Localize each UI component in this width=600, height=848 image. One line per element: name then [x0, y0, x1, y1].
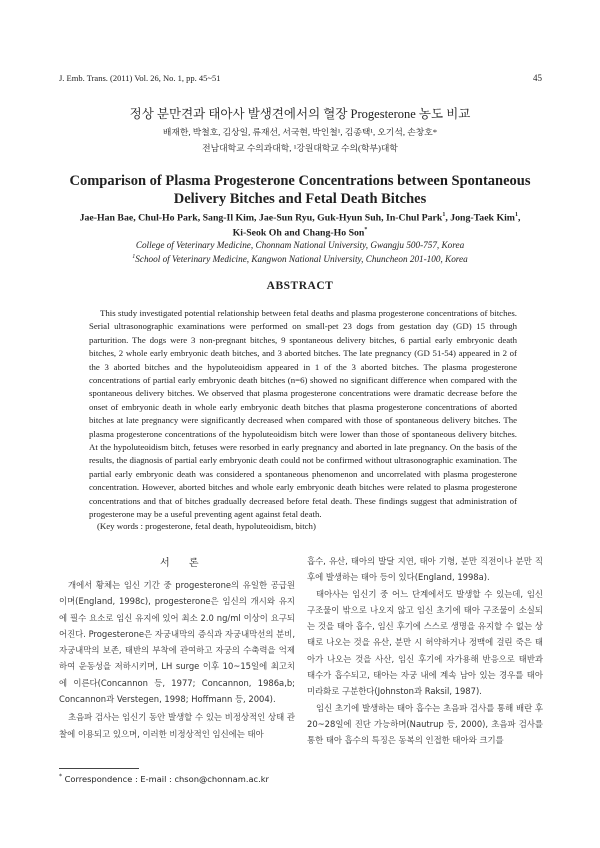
- title-line-2: Delivery Bitches and Fetal Death Bitches: [173, 191, 427, 207]
- title-line-1: Comparison of Plasma Progesterone Concentrations between Spontaneous: [69, 173, 531, 189]
- authors-part-c: ,: [517, 212, 521, 224]
- authors-part-d: Ki-Seok Oh and Chang-Ho Son: [232, 227, 365, 239]
- abstract-body: [89, 307, 517, 522]
- left-column: [59, 577, 295, 742]
- abstract-heading: ABSTRACT: [266, 280, 334, 292]
- footnote-text: Correspondence : E-mail : chson@chonnam.ac.kr: [62, 773, 269, 784]
- affiliations: [0, 239, 600, 265]
- affil-marker: 1: [132, 254, 136, 260]
- keywords: (Key words : progesterone, fetal death, hypoluteoidism, bitch): [97, 521, 316, 531]
- affil-marker: 1: [514, 212, 518, 218]
- right-paragraph-3: 임신 초기에 발생하는 태아 흡수는 초음파 검사를 통해 배란 후 20~28일에 진단 가능하며(Nautrup 등, 2000), 초음파 검사를 통한 태아 흡수의 특징은 동복의 인접한 태아와 크기를: [307, 702, 543, 746]
- footnote-marker: *: [59, 773, 62, 780]
- footnote-rule: [59, 768, 139, 769]
- left-paragraph-2: 초음파 검사는 임신기 동안 발생할 수 있는 비정상적인 상태 관찰에 이용되고 있으며, 이러한 비정상적인 임신에는 태아: [59, 712, 295, 739]
- author-line-1: [0, 209, 600, 224]
- affil-marker: 1: [442, 212, 446, 218]
- page-number: 45: [533, 73, 542, 83]
- affiliation-2-text: School of Veterinary Medicine, Kangwon National University, Chuncheon 201-100, Korea: [135, 254, 468, 265]
- korean-affiliation: 전남대학교 수의과대학, ¹강원대학교 수의(학부)대학: [202, 143, 398, 153]
- authors-part-b: , Jong-Taek Kim: [445, 212, 515, 224]
- left-paragraph-1: 개에서 황체는 임신 기간 중 progesterone의 유일한 공급원이며(England, 1998c), progesterone은 임신의 개시와 유지에 필수 요소로 임신 유지에 있어 최소 2.0 ng/ml 이상이 요구되어진다. Progesterone은 자궁내막의 증식과 자궁내막선의 분비, 자궁내막의 보존, 태반의 부착에 관여하고 자궁의 수축력을 억제하여 운동성을 저하시키며, LH surge 이후 10~15일에 최고치에 이른다(Concannon 등, 1977; Concannon, 1986a,b; Concannon과 Verstegen, 1998; Hoffmann 등, 2004).: [59, 580, 295, 705]
- author-line-2: [0, 224, 600, 239]
- author-list: [0, 209, 600, 240]
- abstract-paragraph: This study investigated potential relationship between fetal deaths and plasma progesterone concentrations of bitches. Serial ultrasonographic examinations were performed on small-pet 23 dogs from gestation day (GD) 15 through parturition. The dogs were 3 non-pregnant bitches, 9 spontaneous delivery bitches, 6 partial early embryonic death bitches, 2 whole early embryonic death bitches, and 3 aborted bitches. The late pregnancy (GD 51-54) appeared in 2 of the 3 aborted bitches and the hypoluteoidism appeared in 1 of the 3 aborted bitches. The plasma progesterone concentrations of partial early embryonic death bitches (n=6) showed no significant difference when compared with the spontaneous delivery bitches. We observed that plasma progesterone concentrations were dramatic decrease before the onset of embryonic death in whole early embryonic death bitches that plasma progesterone concentrations of aborted bitches at late pregnancy were significantly decreased when compared with those of spontaneous delivery bitches. The plasma progesterone concentrations of the hypoluteoidism bitch were lower than those of spontaneous delivery bitches. At the hypoluteoidism bitch, fetuses were resorbed in early pregnancy and aborted in late pregnancy. On the basis of the results, the diagnosis of partial early embryonic death could not be confirmed without ultrasonographic examination. The partial early embryonic death was considered a spontaneous phenomenon and uncorrelated with plasma progesterone concentration. However, aborted bitches and whole early embryonic death bitches were related to plasma progesterone concentrations and that of bitches gradually decreased before fetal death. These findings suggest that administration of progesterone may be a useful preventing agent against fetal death.: [89, 308, 517, 520]
- corresponding-marker: *: [364, 227, 368, 234]
- right-paragraph-2: 태아사는 임신기 중 어느 단계에서도 발생할 수 있는데, 임신 구조물이 밖으로 나오지 않고 임신 초기에 태아 구조물이 소실되는 것을 태아 흡수, 임신 후기에 스스로 생명을 유지할 수 없는 상태로 나오는 것을 유산, 분만 시 허약하거나 정맥에 걸린 죽은 태아가 나오는 것을 사산, 임신 후기에 자가용해 반응으로 태반과 태수가 흡수되고, 태아는 자궁 내에 계속 남아 있는 경우를 태아 미라화로 구분한다(Johnston과 Raksil, 1987).: [307, 588, 543, 697]
- journal-citation: J. Emb. Trans. (2011) Vol. 26, No. 1, pp. 45~51: [59, 73, 221, 83]
- affiliation-2: [0, 251, 600, 265]
- right-column: [307, 553, 543, 749]
- paper-title: [0, 172, 600, 208]
- affiliation-1: College of Veterinary Medicine, Chonnam National University, Gwangju 500-757, Korea: [135, 240, 465, 250]
- korean-authors: 배재한, 박철호, 김상일, 류재선, 서국현, 박인철¹, 김종택¹, 오기석, 손창호*: [162, 127, 438, 137]
- authors-part-a: Jae-Han Bae, Chul-Ho Park, Sang-Il Kim, Jae-Sun Ryu, Guk-Hyun Suh, In-Chul Park: [79, 212, 443, 224]
- section-heading-introduction: 서 론: [160, 558, 207, 569]
- footnote: [59, 773, 269, 784]
- korean-title: 정상 분만견과 태아사 발생견에서의 혈장 Progesterone 농도 비교: [129, 107, 471, 121]
- right-paragraph-1: 흡수, 유산, 태아의 발달 지연, 태아 기형, 분만 직전이나 분만 직후에 발생하는 태아 등이 있다(England, 1998a).: [307, 556, 543, 583]
